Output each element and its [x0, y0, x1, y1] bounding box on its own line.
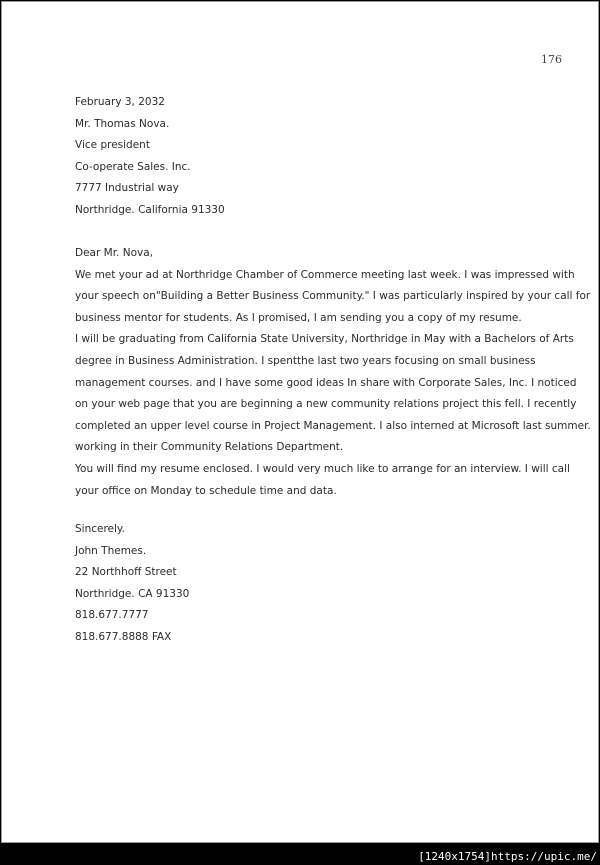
watermark-caption: [1240x1754]https://upic.me/ [418, 850, 597, 863]
recipient-company: Co-operate Sales. Inc. [75, 160, 191, 173]
sender-fax: 818.677.8888 FAX [75, 630, 172, 643]
salutation: Dear Mr. Nova, [75, 247, 153, 259]
recipient-street: 7777 Industrial way [75, 182, 179, 195]
recipient-name: Mr. Thomas Nova. [75, 117, 170, 130]
body-line: completed an upper level course in Project Management. I also interned at Microsoft last summer. [75, 419, 591, 432]
recipient-city: Northridge. California 91330 [75, 203, 225, 216]
body-line: degree in Business Administration. I spentthe last two years focusing on small business [75, 354, 536, 367]
sender-phone: 818.677.7777 [75, 609, 149, 622]
letter-date: February 3, 2032 [75, 96, 165, 108]
sender-city: Northridge. CA 91330 [75, 587, 190, 600]
body-line: management courses. and I have some good ideas In share with Corporate Sales, Inc. I noticed [75, 376, 577, 389]
closing-block [75, 519, 565, 649]
body-line: your office on Monday to schedule time and data. [75, 484, 337, 497]
recipient-title: Vice president [75, 139, 150, 152]
sign-off: Sincerely. [75, 523, 125, 535]
recipient-address-block [75, 92, 565, 222]
body-line: We met your ad at Northridge Chamber of Commerce meeting last week. I was impressed with [75, 268, 575, 281]
sender-street: 22 Northhoff Street [75, 566, 177, 579]
page-number: 176 [541, 53, 562, 66]
body-line: business mentor for students. As I promised, I am sending you a copy of my resume. [75, 311, 522, 324]
body-line: on your web page that you are beginning a new community relations project this fell. I recently [75, 398, 577, 411]
letter-body [75, 243, 591, 502]
letter-page [1, 1, 599, 843]
body-line: working in their Community Relations Department. [75, 441, 344, 454]
body-line: your speech on"Building a Better Business Community." I was particularly inspired by your call for [75, 290, 591, 303]
sender-name: John Themes. [75, 544, 147, 557]
body-line: You will find my resume enclosed. I would very much like to arrange for an interview. I will call [75, 462, 570, 475]
body-line: I will be graduating from California State University, Northridge in May with a Bachelors of Arts [75, 333, 574, 346]
